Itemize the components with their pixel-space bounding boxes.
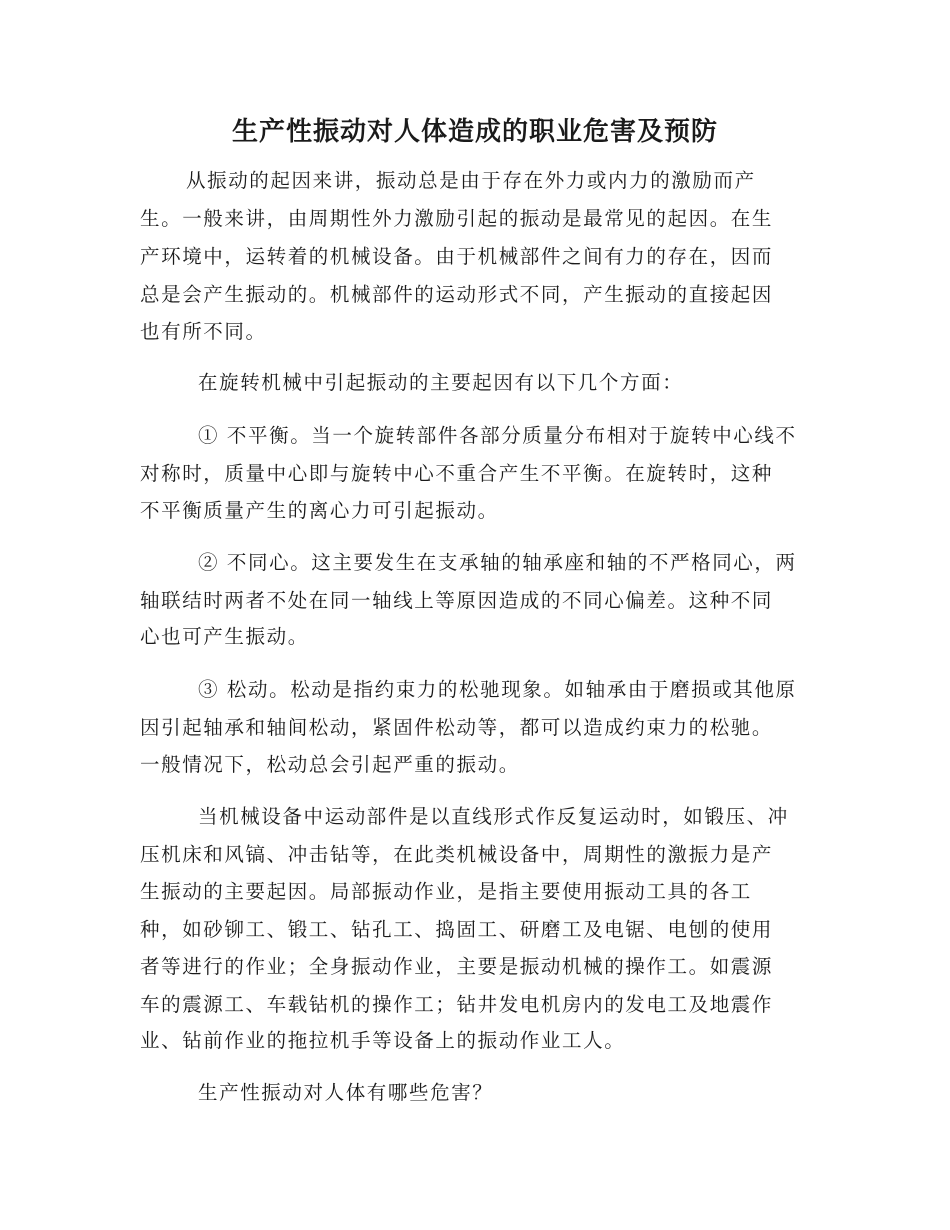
paragraph-1-line-3: 产环境中，运转着的机械设备。由于机械部件之间有力的存在，因而	[140, 245, 774, 268]
paragraph-6-line-5: 者等进行的作业；全身振动作业，主要是振动机械的操作工。如震源	[140, 955, 774, 978]
paragraph-5-line-3: 一般情况下，松动总会引起严重的振动。	[140, 753, 520, 776]
paragraph-6-line-1: 当机械设备中运动部件是以直线形式作反复运动时，如锻压、冲	[198, 805, 789, 828]
paragraph-4-line-3: 心也可产生振动。	[140, 625, 309, 648]
paragraph-6-line-3: 生振动的主要起因。局部振动作业，是指主要使用振动工具的各工	[140, 880, 752, 903]
paragraph-4-line-2: 轴联结时两者不处在同一轴线上等原因造成的不同心偏差。这种不同	[140, 589, 774, 612]
paragraph-5-line-1: ③ 松动。松动是指约束力的松驰现象。如轴承由于磨损或其他原	[198, 678, 797, 701]
paragraph-6-line-4: 种，如砂铆工、锻工、钻孔工、捣固工、研磨工及电锯、电刨的使用	[140, 918, 774, 941]
paragraph-7-line-1: 生产性振动对人体有哪些危害？	[198, 1081, 494, 1104]
paragraph-6-line-6: 车的震源工、车载钻机的操作工；钻井发电机房内的发电工及地震作	[140, 993, 774, 1016]
paragraph-3-line-1: ① 不平衡。当一个旋转部件各部分质量分布相对于旋转中心线不	[198, 424, 797, 447]
paragraph-5-line-2: 因引起轴承和轴间松动，紧固件松动等，都可以造成约束力的松驰。	[140, 716, 774, 739]
paragraph-3-line-3: 不平衡质量产生的离心力可引起振动。	[140, 499, 499, 522]
paragraph-6-line-2: 压机床和风镐、冲击钻等，在此类机械设备中，周期性的激振力是产	[140, 843, 774, 866]
paragraph-2-line-1: 在旋转机械中引起振动的主要起因有以下几个方面：	[198, 371, 684, 394]
paragraph-6-line-7: 业、钻前作业的拖拉机手等设备上的振动作业工人。	[140, 1029, 626, 1052]
document-title: 生产性振动对人体造成的职业危害及预防	[231, 117, 718, 147]
paragraph-1-line-1: 从振动的起因来讲，振动总是由于存在外力或内力的激励而产	[186, 169, 756, 192]
paragraph-1-line-5: 也有所不同。	[140, 320, 267, 343]
paragraph-1-line-4: 总是会产生振动的。机械部件的运动形式不同，产生振动的直接起因	[140, 283, 774, 306]
paragraph-4-line-1: ② 不同心。这主要发生在支承轴的轴承座和轴的不严格同心，两	[198, 551, 797, 574]
paragraph-3-line-2: 对称时，质量中心即与旋转中心不重合产生不平衡。在旋转时，这种	[140, 462, 774, 485]
paragraph-1-line-2: 生。一般来讲，由周期性外力激励引起的振动是最常见的起因。在生	[140, 207, 774, 230]
